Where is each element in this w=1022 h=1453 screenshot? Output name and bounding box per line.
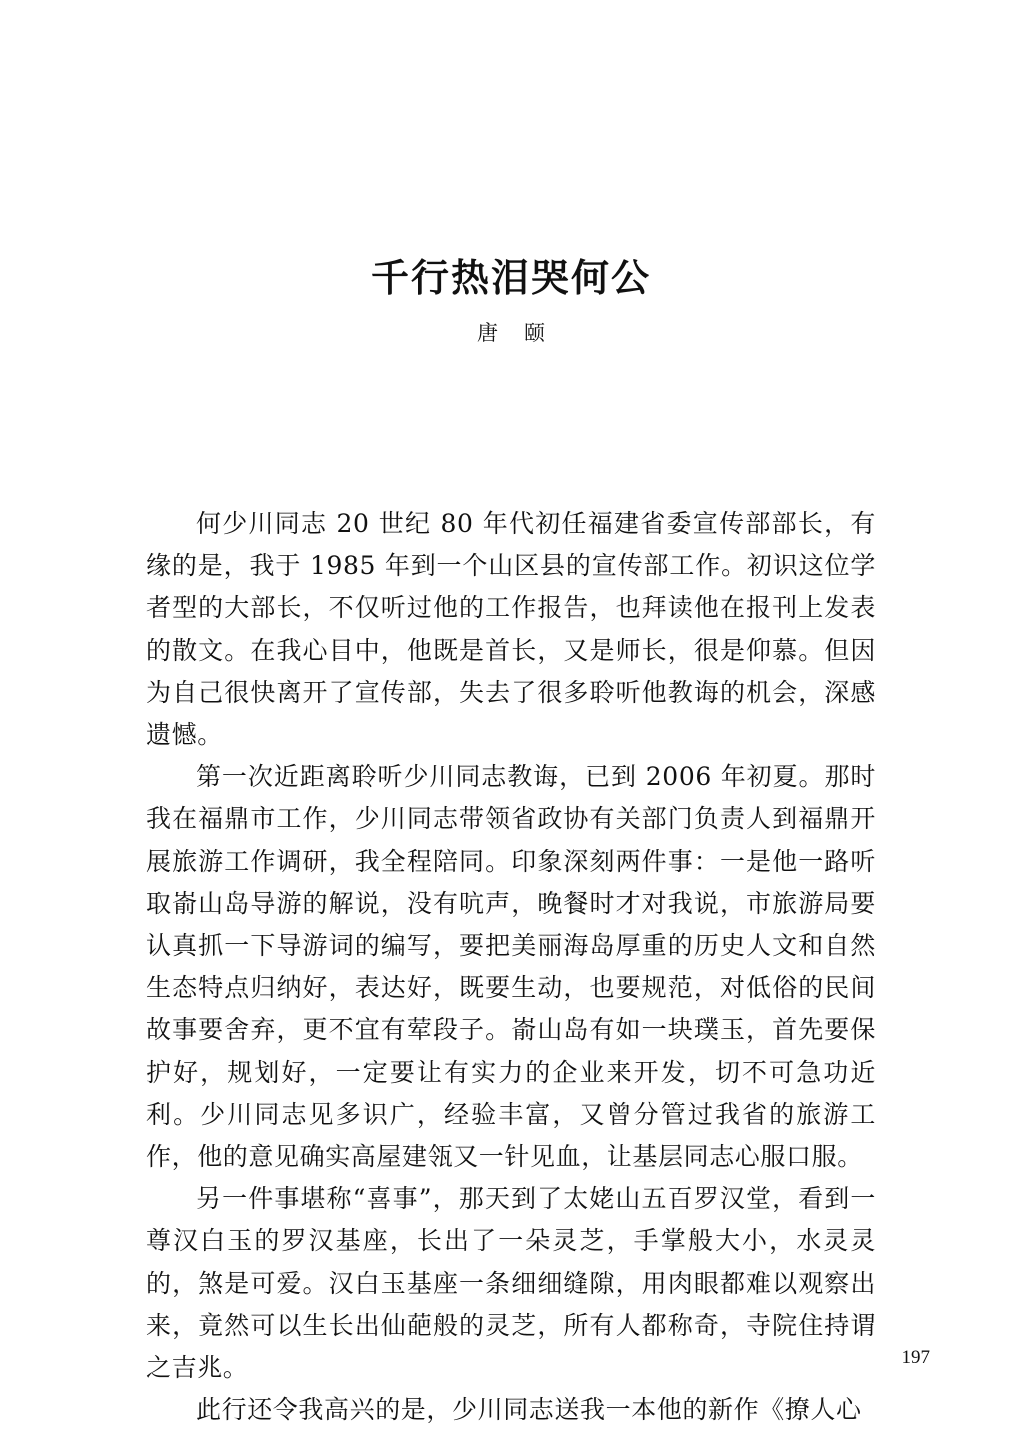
article-body [146,503,876,1431]
paragraph-2: 第一次近距离聆听少川同志教诲，已到 2006 年初夏。那时我在福鼎市工作，少川同志带领省政协有关部门负责人到福鼎开展旅游工作调研，我全程陪同。印象深刻两件事：一是他一路听取嵛山岛导游的解说，没有吭声，晚餐时才对我说，市旅游局要认真抓一下导游词的编写，要把美丽海岛厚重的历史人文和自然生态特点归纳好，表达好，既要生动，也要规范，对低俗的民间故事要舍弃，更不宜有荤段子。嵛山岛有如一块璞玉，首先要保护好，规划好，一定要让有实力的企业来开发，切不可急功近利。少川同志见多识广，经验丰富，又曾分管过我省的旅游工作，他的意见确实高屋建瓴又一针见血，让基层同志心服口服。 [146,762,876,1172]
paragraph-1: 何少川同志 20 世纪 80 年代初任福建省委宣传部部长，有缘的是，我于 1985 年到一个山区县的宣传部工作。初识这位学者型的大部长，不仅听过他的工作报告，也拜读他在报刊上发表的散文。在我心目中，他既是首长，又是师长，很是仰慕。但因为自己很快离开了宣传部，失去了很多聆听他教诲的机会，深感遗憾。 [146,509,876,750]
paragraph-3: 另一件事堪称“喜事”，那天到了太姥山五百罗汉堂，看到一尊汉白玉的罗汉基座，长出了一朵灵芝，手掌般大小，水灵灵的，煞是可爱。汉白玉基座一条细细缝隙，用肉眼都难以观察出来，竟然可以生长出仙葩般的灵芝，所有人都称奇，寺院住持谓之吉兆。 [146,1184,876,1383]
paragraph-4: 此行还令我高兴的是，少川同志送我一本他的新作《撩人心 [196,1395,862,1425]
article-author: 唐颐 [477,321,571,345]
article-title: 千行热泪哭何公 [370,255,651,301]
page-number: 197 [901,1347,930,1368]
